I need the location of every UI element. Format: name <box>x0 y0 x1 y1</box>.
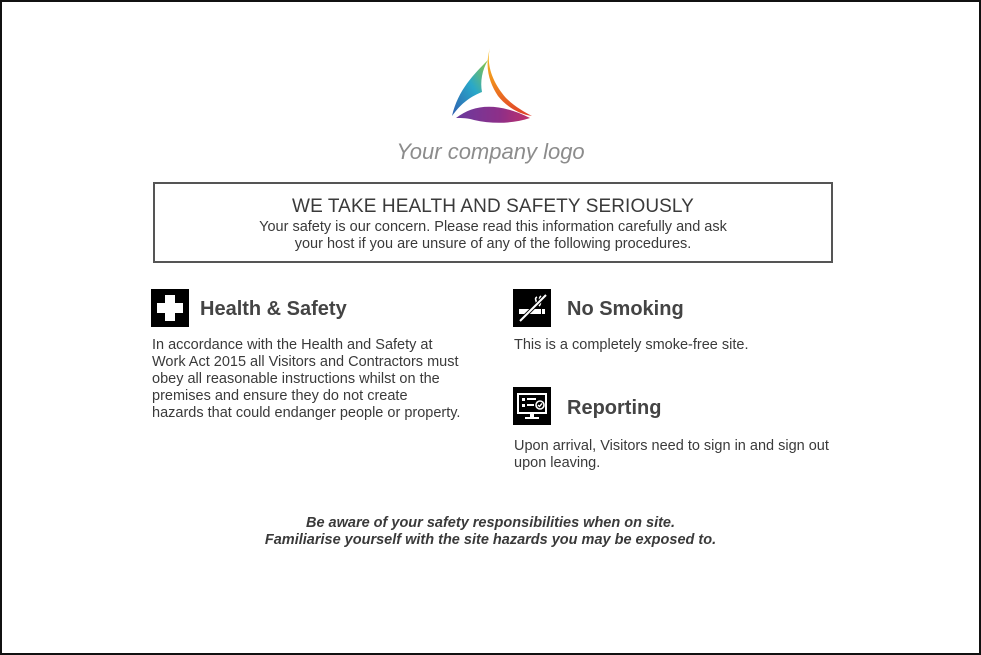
no-smoking-title: No Smoking <box>567 298 684 320</box>
body-line: upon leaving. <box>514 455 601 471</box>
notice-line: your host if you are unsure of any of the following procedures. <box>294 236 692 252</box>
reporting-body <box>514 438 854 472</box>
no-smoking-icon <box>513 289 551 327</box>
first-aid-cross-icon <box>151 289 189 327</box>
footer-line: Be aware of your safety responsibilities when on site. <box>305 515 676 531</box>
tricolor-swirl-logo-icon <box>448 46 534 124</box>
health-safety-body <box>152 337 482 422</box>
notice-title: WE TAKE HEALTH AND SAFETY SERIOUSLY <box>292 196 694 217</box>
footer-line: Familiarise yourself with the site hazards you may be exposed to. <box>264 532 717 548</box>
logo-caption: Your company logo <box>396 139 585 164</box>
body-line: premises and ensure they do not create <box>152 388 408 404</box>
body-line: hazards that could endanger people or property. <box>152 405 461 421</box>
health-safety-title: Health & Safety <box>200 298 347 320</box>
body-line: In accordance with the Health and Safety at <box>152 337 433 353</box>
notice-line: Your safety is our concern. Please read this information carefully and ask <box>259 219 727 235</box>
reporting-title: Reporting <box>567 397 662 419</box>
monitor-checklist-icon <box>513 387 551 425</box>
body-line: This is a completely smoke-free site. <box>514 337 749 353</box>
notice-body <box>155 219 831 253</box>
body-line: Work Act 2015 all Visitors and Contractors must <box>152 354 459 370</box>
footer-reminder <box>2 515 979 549</box>
no-smoking-body <box>514 337 854 354</box>
body-line: obey all reasonable instructions whilst on the <box>152 371 440 387</box>
body-line: Upon arrival, Visitors need to sign in and sign out <box>514 438 829 454</box>
notice-box <box>153 182 833 263</box>
